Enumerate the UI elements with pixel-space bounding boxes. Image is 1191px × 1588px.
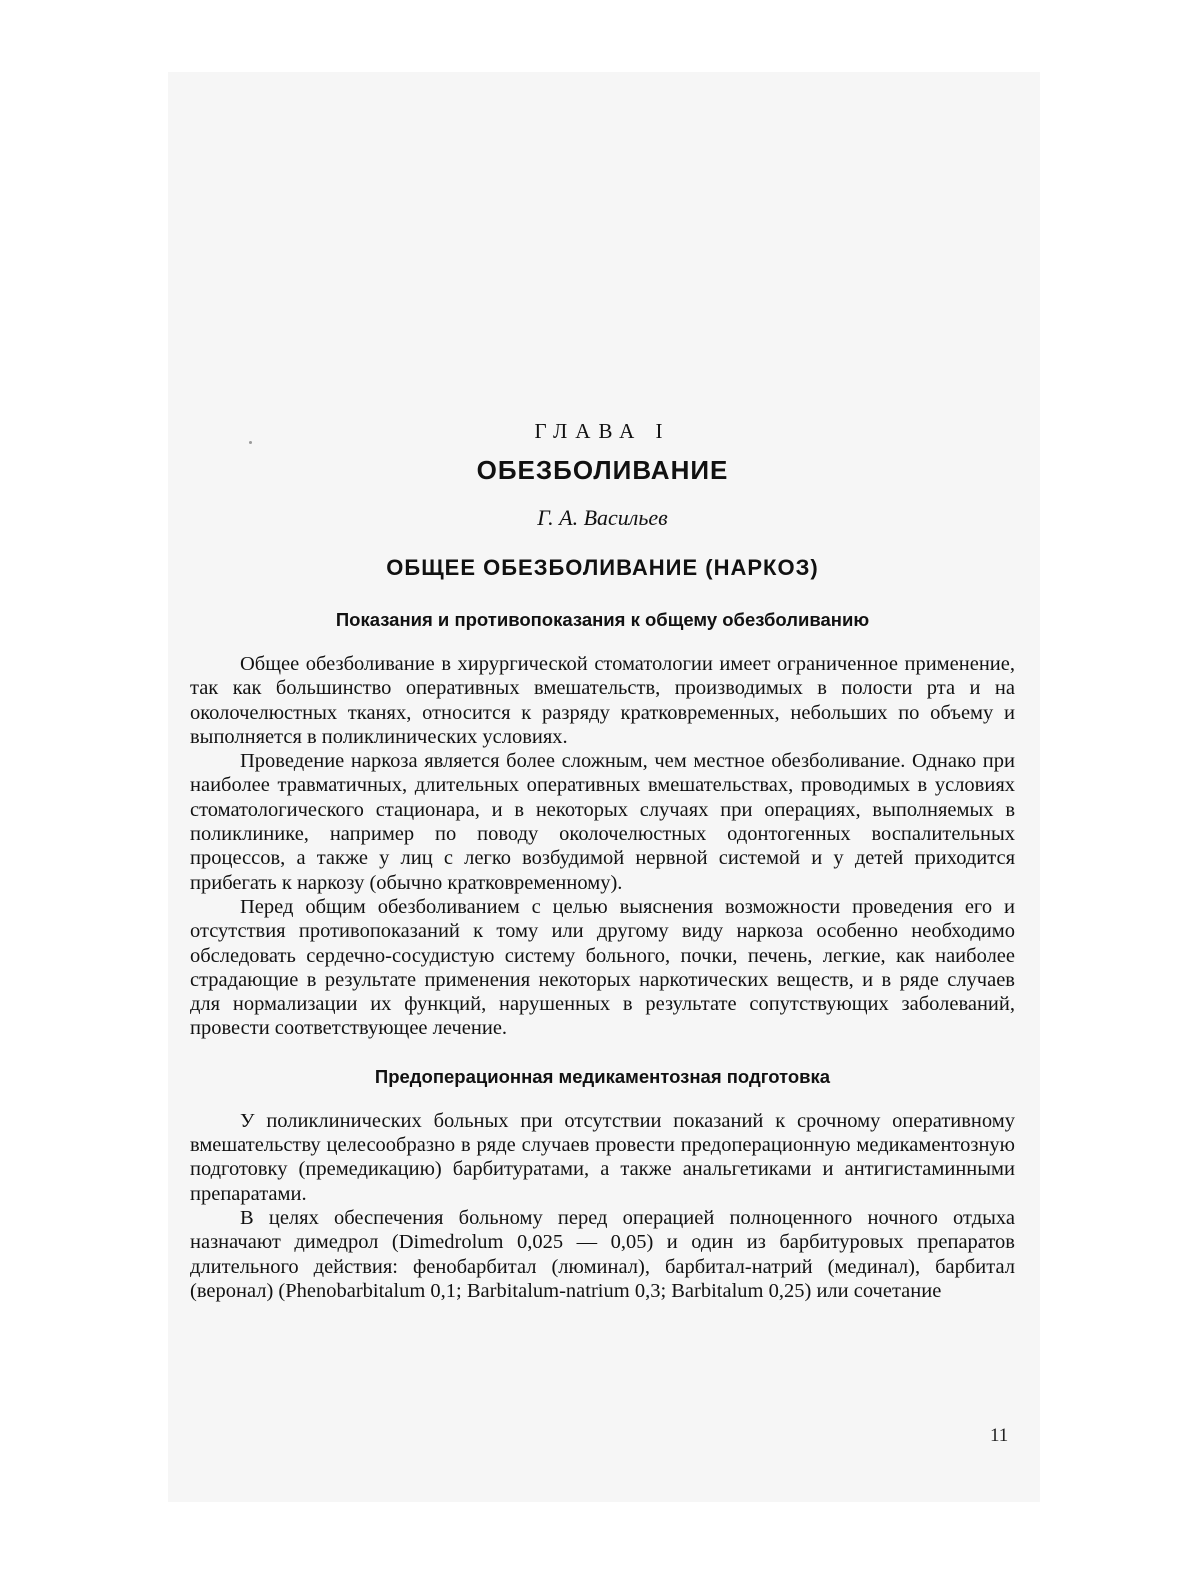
chapter-title: ОБЕЗБОЛИВАНИЕ: [476, 455, 729, 485]
spacer: [190, 1041, 1015, 1063]
paragraph: В целях обеспечения больному перед операцией полноценного ночного отдыха назначают димедрол (Dimedrolum 0,025 — 0,05) и один из барбитуровых препаратов длительного действия: фенобарбитал (люминал), барбитал-натрий (мединал), барбитал (веронал) (Phenobarbitalum 0,1; Barbitalum-natrium 0,3; Barbitalum 0,25) или сочетание: [190, 1206, 1015, 1302]
author-name: Г. А. Васильев: [537, 505, 668, 530]
section-title: ОБЩЕЕ ОБЕЗБОЛИВАНИЕ (НАРКОЗ): [386, 555, 819, 580]
subsection-title-premedication: Предоперационная медикаментозная подготовка: [374, 1065, 831, 1087]
page-content: [190, 416, 1015, 1303]
subsection-title-indications: Показания и противопоказания к общему обезболиванию: [335, 609, 870, 630]
paragraph: Проведение наркоза является более сложным, чем местное обезболивание. Однако при наиболее травматичных, длительных оперативных вмешательствах, проводимых в условиях стоматологического стационара, и в некоторых случаях при операциях, выполняемых в поликлинике, например по поводу околочелюстных одонтогенных воспалительных процессов, а также у лиц с легко возбудимой нервной системой и у детей приходится прибегать к наркозу (обычно кратковременному).: [190, 750, 1015, 894]
paragraph: Общее обезболивание в хирургической стоматологии имеет ограниченное применение, так как большинство оперативных вмешательств, производимых в полости рта и на околочелюстных тканях, относится к разряду кратковременных, небольших по объему и выполняется в поликлинических условиях.: [190, 653, 1015, 748]
paragraph: Перед общим обезболиванием с целью выяснения возможности проведения его и отсутствия противопоказаний к тому или другому виду наркоза особенно необходимо обследовать сердечно-сосудистую систему больного, почки, печень, легкие, как наиболее страдающие в результате применения некоторых наркотических веществ, и в ряде случаев для нормализации их функций, нарушенных в результате сопутствующих заболеваний, провести соответствующее лечение.: [190, 895, 1015, 1040]
page-number: 11: [990, 1425, 1009, 1446]
paragraph: У поликлинических больных при отсутствии показаний к срочному оперативному вмешательству целесообразно в ряде случаев провести предоперационную медикаментозную подготовку (премедикацию) барбитуратами, а также анальгетиками и антигистаминными препаратами.: [190, 1109, 1015, 1205]
chapter-label: ГЛАВА I: [534, 419, 671, 443]
